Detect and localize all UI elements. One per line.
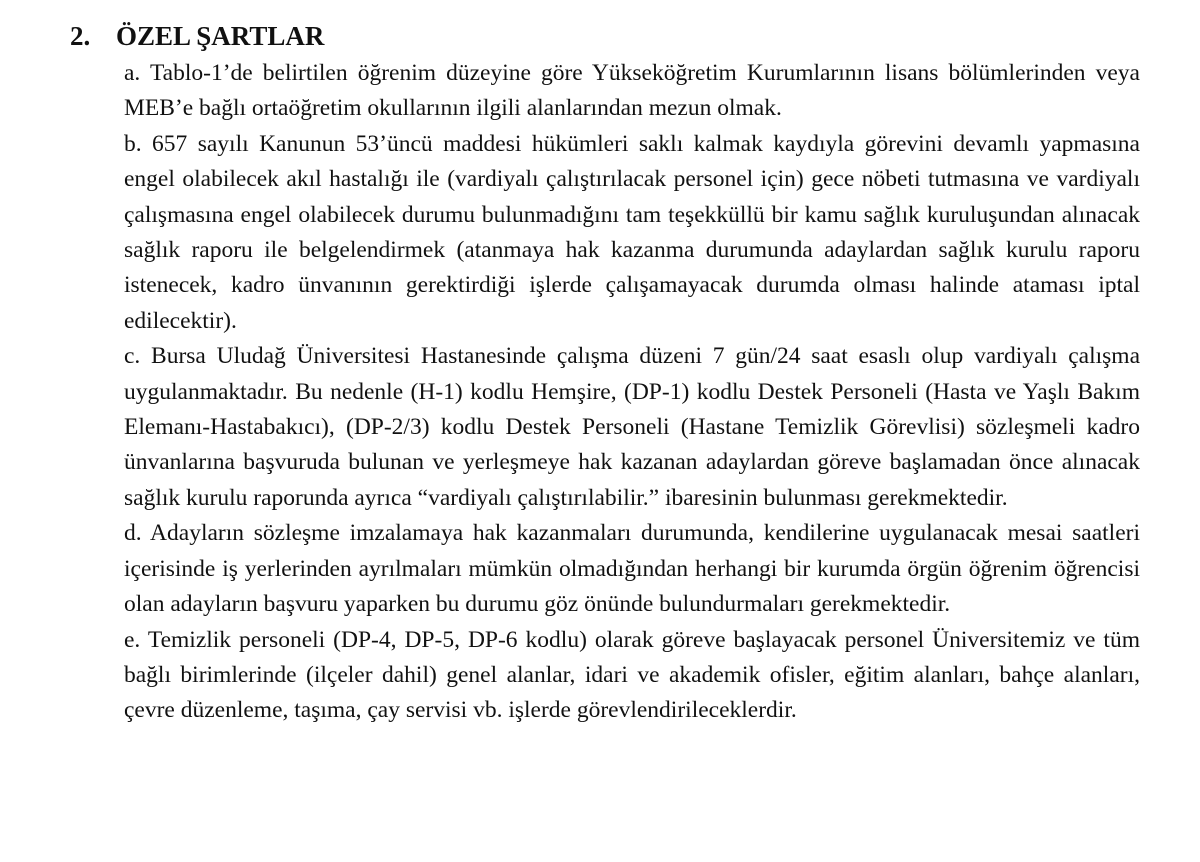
condition-item-a: a. Tablo-1’de belirtilen öğrenim düzeyine göre Yükseköğretim Kurumlarının lisans bölümlerinden veya MEB’e bağlı ortaöğretim okullarının ilgili alanlarından mezun olmak. bbox=[124, 60, 1140, 122]
condition-item-d: d. Adayların sözleşme imzalamaya hak kazanmaları durumunda, kendilerine uygulanacak mesai saatleri içerisinde iş yerlerinden ayrılmaları mümkün olmadığından herhangi bir kurumda örgün öğrenim öğrencisi olan adayların başvuru yaparken bu durumu göz önünde bulundurmaları gerekmektedir. bbox=[124, 520, 1140, 618]
condition-item-c: c. Bursa Uludağ Üniversitesi Hastanesinde çalışma düzeni 7 gün/24 saat esaslı olup vardiyalı çalışma uygulanmaktadır. Bu nedenle (H-1) kodlu Hemşire, (DP-1) kodlu Destek Personeli (Hasta ve Yaşlı Bakım Elemanı-Hastabakıcı), (DP-2/3) kodlu Destek Personeli (Hastane Temizlik Görevlisi) sözleşmeli kadro ünvanlarına başvuruda bulunan ve yerleşmeye hak kazanan adaylardan göreve başlamadan önce alınacak sağlık kurulu raporunda ayrıca “vardiyalı çalıştırılabilir.” ibaresinin bulunması gerekmektedir. bbox=[124, 343, 1140, 511]
conditions-list bbox=[124, 56, 1140, 729]
condition-item-b: b. 657 sayılı Kanunun 53’üncü maddesi hükümleri saklı kalmak kaydıyla görevini devamlı yapmasına engel olabilecek akıl hastalığı ile (vardiyalı çalıştırılacak personel için) gece nöbeti tutmasına ve vardiyalı çalışmasına engel olabilecek durumu bulunmadığını tam teşekküllü bir kamu sağlık kuruluşundan alınacak sağlık raporu ile belgelendirmek (atanmaya hak kazanma durumunda adaylardan sağlık kurulu raporu istenecek, kadro ünvanının gerektirdiği işlerde çalışamayacak durumda olması halinde ataması iptal edilecektir). bbox=[124, 130, 1140, 334]
section-title: ÖZEL ŞARTLAR bbox=[116, 21, 325, 51]
section-heading bbox=[70, 18, 324, 54]
condition-item-e: e. Temizlik personeli (DP-4, DP-5, DP-6 kodlu) olarak göreve başlayacak personel Üniversitemiz ve tüm bağlı birimlerinde (ilçeler dahil) genel alanlar, idari ve akademik ofisler, eğitim alanları, bahçe alanları, çevre düzenleme, taşıma, çay servisi vb. işlerde görevlendirileceklerdir. bbox=[124, 626, 1140, 724]
section-number: 2. bbox=[70, 21, 91, 51]
